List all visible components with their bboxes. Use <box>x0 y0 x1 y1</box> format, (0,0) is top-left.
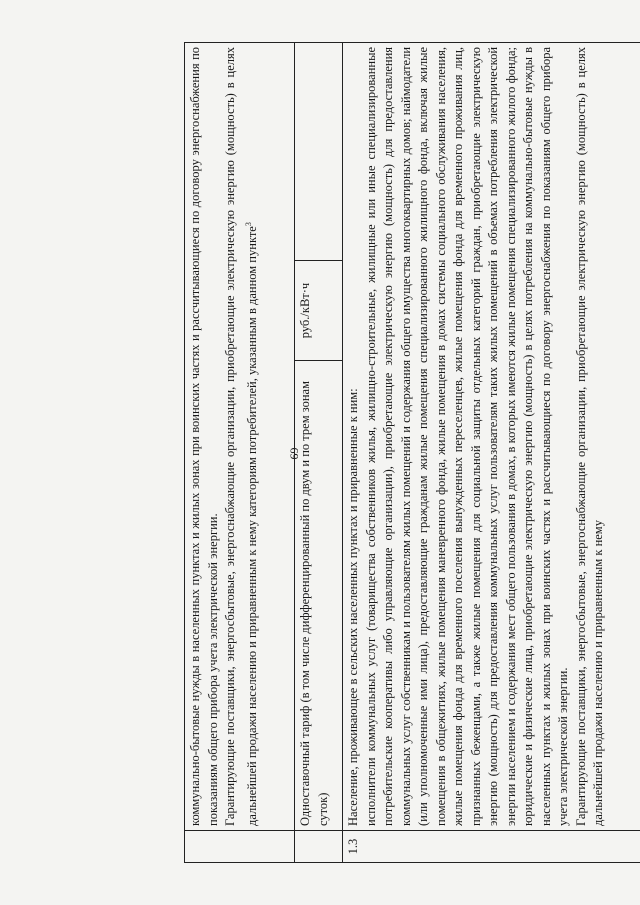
paragraph-text: Гарантирующие поставщики, энергосбытовые, энергоснабжающие организации, приобретающие электрическую энергию (мощность) в целях дальнейшей продажи населению и приравненным к нему категориям потребителей, указанным в данном пункте <box>223 46 259 826</box>
paragraph: Население, проживающее в сельских населенных пунктах и приравненные к ним: <box>346 387 360 826</box>
row-number-cell <box>295 830 343 862</box>
table-row <box>343 42 640 862</box>
rotated-document-page <box>184 43 640 863</box>
table-row <box>295 42 343 862</box>
unit-cell: руб./кВт·ч <box>295 260 343 360</box>
paragraph: коммунально-бытовые нужды в населенных пунктах и жилых зонах при воинских частях и рассчитывающиеся по договору энергоснабжения по показаниям общего прибора учета электрической энергии. <box>188 46 220 826</box>
paragraph: Гарантирующие поставщики, энергосбытовые, энергоснабжающие организации, приобретающие электрическую энергию (мощность) в целях дальнейшей продажи населению и приравненным к нему <box>573 46 605 826</box>
footnote-mark: 3 <box>243 221 253 226</box>
tariff-table <box>184 41 640 862</box>
paragraph: исполнители коммунальных услуг (товарищества собственников жилья, жилищно-строительные, жилищные или иные специализированные потребительские кооперативы либо управляющие организации), приобретающие электрическую энергию (мощность) для предоставления коммунальных услуг собственникам и пользователям жилых помещений и содержания общего имущества многоквартирных домов; наймодатели (или уполномоченные ими лица), предоставляющие гражданам жилые помещения специализированного жилищного фонда, включая жилые помещения в общежитиях, жилые помещения маневренного фонда, жилые помещения в домах системы социального обслуживания населения, жилые помещения фонда для временного поселения вынужденных переселенцев, жилые помещения фонда для временного проживания лиц, признанных беженцами, а также жилые помещения для социальной защиты отдельных категорий граждан, приобретающие электрическую энергию (мощность) для предоставления коммунальных услуг пользователям таких жилых помещений в объемах потребления электрической энергии населением и содержания мест общего пользования в домах, в которых имеются жилые помещения специализированного жилого фонда; юридические и физические лица, приобретающие электрическую энергию (мощность) в целях потребления на коммунально-бытовые нужды в населенных пунктах и жилых зонах при воинских частях и рассчитывающиеся по договору энергоснабжения по показаниям общего прибора учета электрической энергии. <box>363 46 570 826</box>
row-number-cell <box>185 830 295 862</box>
value-cell <box>295 42 343 260</box>
description-cell <box>343 42 640 830</box>
row-number-cell: 1.3 <box>343 830 640 862</box>
tariff-label-cell: Одноставочный тариф (в том числе дифференцированный по двум и по трем зонам суток) <box>295 360 343 830</box>
page-number: 69 <box>287 447 302 460</box>
table-row <box>185 42 295 862</box>
paragraph <box>222 46 261 825</box>
description-cell <box>185 42 295 830</box>
